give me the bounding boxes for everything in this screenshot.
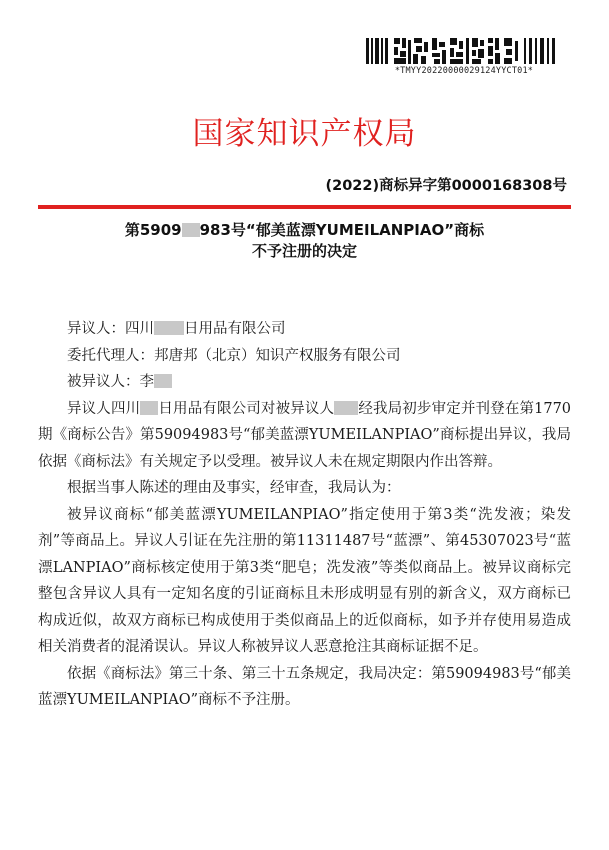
barcode-number: *TMYY20220000029124YYCT01* [394,66,534,76]
p1-part-a: 异议人四川 [67,400,141,417]
red-divider [38,205,571,209]
redaction-mark [334,401,358,415]
decision-title [0,220,609,262]
agent-line: 委托代理人：邦唐邦（北京）知识产权服务有限公司 [67,347,401,364]
paragraph-decision: 依据《商标法》第三十条、第三十五条规定，我局决定：第59094983号“郁美蓝漂YUMEILANPIAO”商标不予注册。 [38,665,571,708]
title-part-a: 第5909 [124,221,182,239]
redaction-mark [140,401,158,415]
respondent-line [38,369,571,396]
title-part-b: 983号“郁美蓝漂YUMEILANPIAO”商标 [199,221,485,239]
barcode-image [366,38,556,64]
title-line-1 [0,220,609,241]
title-line-2: 不予注册的决定 [251,242,357,260]
redaction-mark [182,223,200,237]
p1-part-b: 日用品有限公司对被异议人 [158,400,335,417]
paragraph-reasoning: 被异议商标“郁美蓝漂YUMEILANPIAO”指定使用于第3类“洗发液；染发剂”等商品上。异议人引证在先注册的第11311487号“蓝漂”、第45307023号“蓝漂LANPIAO”商标核定使用于第3类“肥皂；洗发液”等类似商品上。被异议商标完整包含异议人具有一定知名度的引证商标且未形成明显有别的新含义，双方商标已构成近似，故双方商标已构成使用于类似商品上的近似商标，如予并存使用易造成相关消费者的混淆误认。异议人称被异议人恶意抢注其商标证据不足。 [38,506,571,655]
document-number: (2022)商标异字第0000168308号 [325,178,567,194]
p1-part-c: 经我局初步审定并刊登在第1770期《商标公告》第59094983号“郁美蓝漂YUMEILANPIAO”商标提出异议，我局依据《商标法》有关规定予以受理。被异议人未在规定期限内作出答辩。 [38,400,572,470]
issuing-agency-title: 国家知识产权局 [192,116,417,152]
document-body [38,316,571,714]
redaction-mark [154,321,184,335]
respondent-label: 被异议人：李 [67,374,154,390]
barcode-block [364,38,564,82]
paragraph-review: 根据当事人陈述的理由及事实，经审查，我局认为： [67,480,401,496]
objector-label: 异议人：四川 [67,321,154,337]
paragraph-opposition [38,396,571,476]
objector-name-end: 日用品有限公司 [184,321,286,337]
objector-line [38,316,571,343]
redaction-mark [154,374,172,388]
